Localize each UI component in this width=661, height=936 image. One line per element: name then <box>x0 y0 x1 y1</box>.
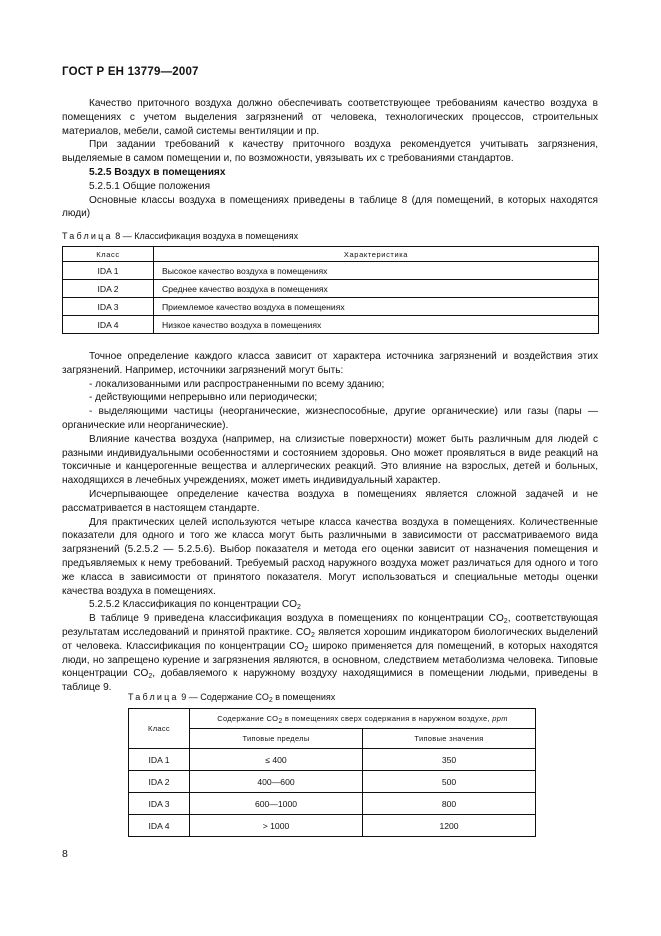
column-group-header <box>190 709 536 729</box>
paragraph: Влияние качества воздуха (например, на слизистые поверхности) может быть различным для людей с разными индивидуальными особенностями и состоянием здоровья. Оно может проявляться в виде реакций на токсичные и канцерогенные вещества и аллергических реакций. Это влияние на взрослых, детей и больных, находящихся в лечебных учреждениях, может иметь индивидуальный характер. <box>62 433 598 487</box>
cell-class: IDA 1 <box>63 262 154 280</box>
list-item: - действующими непрерывно или периодически; <box>89 392 318 404</box>
caption-prefix: Таблица <box>62 231 113 241</box>
table-row <box>129 771 536 793</box>
cell-typical: 800 <box>363 793 536 815</box>
list-item: - выделяющими частицы (неорганические, жизнеспособные, другие органические) или газы (пары — органические или неорганические). <box>62 406 598 431</box>
caption-text: 9 — Содержание CO <box>181 692 269 702</box>
table-row <box>63 262 599 280</box>
table-row <box>129 749 536 771</box>
cell-range: 600—1000 <box>190 793 363 815</box>
table-row <box>129 793 536 815</box>
cell-description: Среднее качество воздуха в помещениях <box>154 280 599 298</box>
table-9-caption <box>128 692 335 702</box>
caption-text: 8 — Классификация воздуха в помещениях <box>115 231 299 241</box>
paragraph: Исчерпывающее определение качества воздуха в помещениях является сложной задачей и не рассматривается в настоящем стандарте. <box>62 488 598 514</box>
cell-class: IDA 4 <box>129 815 190 837</box>
paragraph: Основные классы воздуха в помещениях приведены в таблице 8 (для помещений, в которых находятся люди) <box>62 194 598 220</box>
paragraph <box>62 612 598 695</box>
paragraph: Для практических целей используются четыре класса качества воздуха в помещениях. Количественные показатели для одного и того же класса могут быть различными в зависимости от рассматриваемого вида загрязнений (5.2.5.2 — 5.2.5.6). Выбор показателя и метода его оценки зависит от назначения помещения и предъявляемых к нему требований. Требуемый расход наружного воздуха может различаться для одного и того же класса в зависимости от принятого показателя. Могут использоваться и специальные методы оценки качества воздуха в помещениях. <box>62 516 598 597</box>
table-header-row <box>129 709 536 729</box>
text-run: , соответствующая результатам исследований и принятой практике. CO <box>62 613 598 638</box>
cell-range: > 1000 <box>190 815 363 837</box>
text-run: широко применяется для помещений, в которых находятся люди, но запрещено курение и загрязнения являются, в основном, следствием метаболизма человека. Типовые концентрации CO <box>62 640 598 680</box>
subsection-heading <box>62 598 598 612</box>
table-row <box>63 316 599 334</box>
cell-class: IDA 3 <box>129 793 190 815</box>
column-header-typical: Типовые значения <box>363 729 536 749</box>
paragraph: Качество приточного воздуха должно обеспечивать соответствующее требованиям качество воздуха в помещениях с учетом выделения загрязнений от человека, технологических процессов, строительных материалов, мебели, самой системы вентиляции и пр. <box>62 98 598 137</box>
header-text: в помещениях сверх содержания в наружном воздухе, <box>282 714 493 723</box>
subscript: 2 <box>503 618 508 626</box>
cell-description: Приемлемое качество воздуха в помещениях <box>154 298 599 316</box>
caption-text: в помещениях <box>272 692 336 702</box>
heading-text: 5.2.5.2 Классификация по концентрации CO <box>89 599 297 611</box>
cell-range: 400—600 <box>190 771 363 793</box>
subscript: 2 <box>296 604 301 612</box>
text-run: является хорошим индикатором биологических выделений от человека. Классификация по концентрации CO <box>62 626 598 652</box>
document-header: ГОСТ Р ЕН 13779—2007 <box>62 66 199 78</box>
subscript: 2 <box>278 718 283 725</box>
cell-typical: 350 <box>363 749 536 771</box>
body-text-block-2 <box>62 350 598 695</box>
subscript: 2 <box>311 631 315 639</box>
text-run: В таблице 9 приведена классификация воздуха в помещениях по концентрации CO <box>89 613 504 625</box>
paragraph: При задании требований к качеству приточного воздуха рекомендуется учитывать загрязнения, выделяемые в самом помещении и, по возможности, увязывать их с требованиями стандартов. <box>62 139 598 165</box>
cell-class: IDA 1 <box>129 749 190 771</box>
header-text: Содержание CO <box>217 714 279 723</box>
cell-class: IDA 2 <box>129 771 190 793</box>
subscript: 2 <box>268 697 273 704</box>
subscript: 2 <box>304 645 309 653</box>
unit-text: ppm <box>492 714 508 723</box>
table-9 <box>128 708 536 837</box>
cell-typical: 1200 <box>363 815 536 837</box>
cell-range: ≤ 400 <box>190 749 363 771</box>
table-header-row <box>63 247 599 262</box>
column-header-class: Класс <box>63 247 154 262</box>
page-number: 8 <box>62 848 68 860</box>
subsection-heading: 5.2.5.1 Общие положения <box>89 180 211 192</box>
caption-prefix: Таблица <box>128 692 179 702</box>
text-run: , добавляемого к наружному воздуху находящимися в помещении людьми, приведены в таблице 9. <box>62 668 598 694</box>
column-header-class: Класс <box>129 709 190 749</box>
paragraph: Точное определение каждого класса зависит от характера источника загрязнений и воздействия этих загрязнений. Например, источники загрязнений могут быть: <box>62 351 598 376</box>
cell-description: Высокое качество воздуха в помещениях <box>154 262 599 280</box>
table-row <box>63 280 599 298</box>
list-item: - локализованными или распространенными по всему зданию; <box>89 378 385 390</box>
cell-class: IDA 2 <box>63 280 154 298</box>
table-row <box>63 298 599 316</box>
cell-class: IDA 4 <box>63 316 154 334</box>
table-8-caption <box>62 231 298 241</box>
cell-typical: 500 <box>363 771 536 793</box>
subscript: 2 <box>148 673 153 681</box>
cell-class: IDA 3 <box>63 298 154 316</box>
column-header-range: Типовые пределы <box>190 729 363 749</box>
table-header-row <box>129 729 536 749</box>
table-8 <box>62 246 599 334</box>
column-header-characteristic: Характеристика <box>154 247 599 262</box>
table-row <box>129 815 536 837</box>
body-text-block-1 <box>62 97 598 221</box>
cell-description: Низкое качество воздуха в помещениях <box>154 316 599 334</box>
section-heading: 5.2.5 Воздух в помещениях <box>89 166 226 178</box>
